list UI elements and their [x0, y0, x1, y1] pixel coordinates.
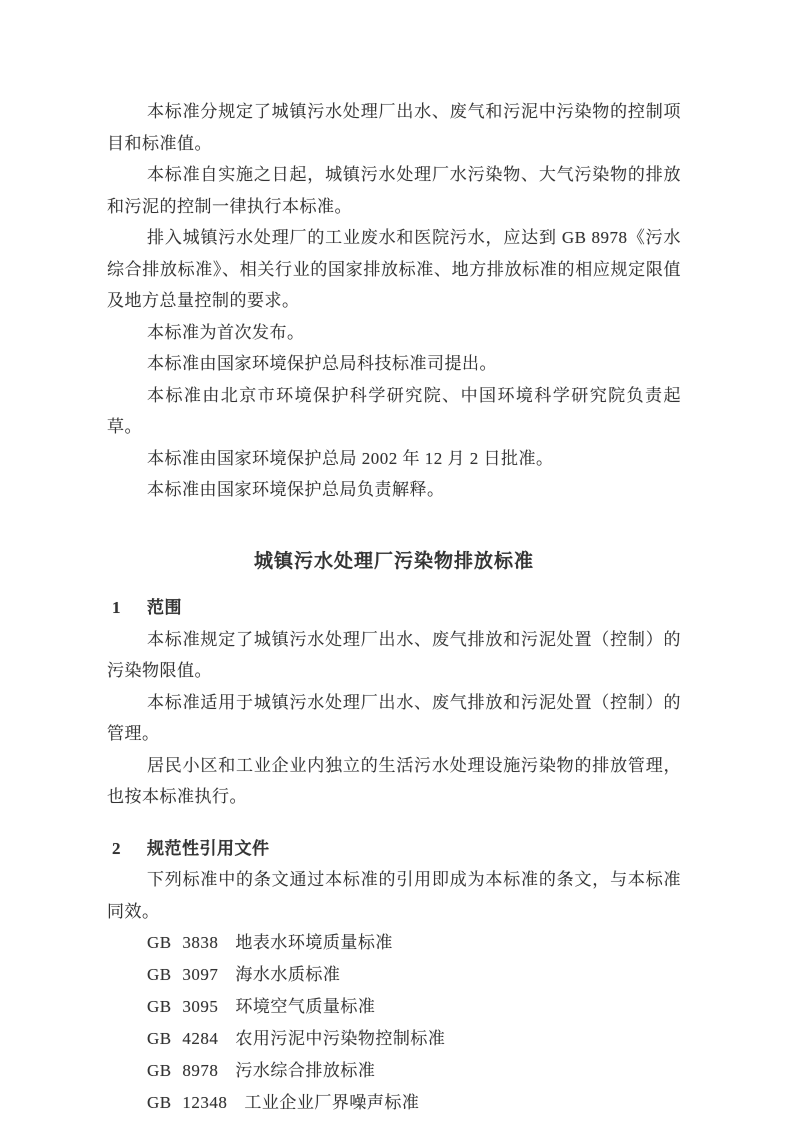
reference-item [107, 991, 681, 1023]
reference-code: GB 4284 [147, 1029, 219, 1048]
foreword-paragraph: 本标准由国家环境保护总局 2002 年 12 月 2 日批准。 [147, 448, 554, 468]
foreword-paragraph: 本标准自实施之日起，城镇污水处理厂水污染物、大气污染物的排放和污泥的控制一律执行本标准。 [107, 165, 681, 216]
foreword-paragraph: 本标准由国家环境保护总局科技标准司提出。 [147, 354, 497, 373]
reference-item [107, 1023, 681, 1055]
document-content [107, 0, 681, 1119]
reference-code: GB 3838 [147, 933, 219, 952]
reference-item [107, 959, 681, 991]
reference-name: 污水综合排放标准 [235, 1061, 376, 1080]
reference-code: GB 3097 [147, 965, 219, 984]
foreword-paragraph: 本标准由国家环境保护总局负责解释。 [147, 480, 445, 499]
section-heading-label: 范围 [147, 598, 182, 617]
reference-name: 环境空气质量标准 [235, 997, 376, 1016]
reference-item [107, 1055, 681, 1087]
reference-name: 地表水环境质量标准 [235, 933, 393, 952]
reference-name: 工业企业厂界噪声标准 [244, 1093, 420, 1112]
reference-code: GB 8978 [147, 1061, 219, 1080]
reference-item [107, 1087, 681, 1119]
document-title: 城镇污水处理厂污染物排放标准 [253, 550, 534, 572]
section-number: 2 [112, 838, 121, 858]
section-paragraph: 居民小区和工业企业内独立的生活污水处理设施污染物的排放管理，也按本标准执行。 [107, 755, 681, 806]
foreword-paragraph: 本标准分规定了城镇污水处理厂出水、废气和污泥中污染物的控制项目和标准值。 [107, 102, 681, 153]
section-heading-normative-references [107, 833, 681, 865]
section-paragraph: 下列标准中的条文通过本标准的引用即成为本标准的条文，与本标准同效。 [107, 870, 681, 921]
foreword-paragraph: 本标准由北京市环境保护科学研究院、中国环境科学研究院负责起草。 [107, 385, 681, 436]
section-heading-scope [107, 592, 681, 624]
reference-item [107, 927, 681, 959]
reference-name: 海水水质标准 [235, 965, 341, 984]
reference-code: GB 3095 [147, 997, 219, 1016]
section-paragraph: 本标准规定了城镇污水处理厂出水、废气排放和污泥处置（控制）的污染物限值。 [107, 629, 681, 680]
reference-name: 农用污泥中污染物控制标准 [235, 1029, 446, 1048]
section-number: 1 [112, 598, 121, 617]
reference-code: GB 12348 [147, 1093, 228, 1112]
section-heading-label: 规范性引用文件 [147, 838, 270, 858]
section-paragraph: 本标准适用于城镇污水处理厂出水、废气排放和污泥处置（控制）的管理。 [107, 692, 681, 743]
foreword-paragraph: 本标准为首次发布。 [147, 322, 305, 342]
foreword-paragraph: 排入城镇污水处理厂的工业废水和医院污水，应达到 GB 8978《污水综合排放标准》、相关行业的国家排放标准、地方排放标准的相应规定限值及地方总量控制的要求。 [107, 228, 681, 310]
